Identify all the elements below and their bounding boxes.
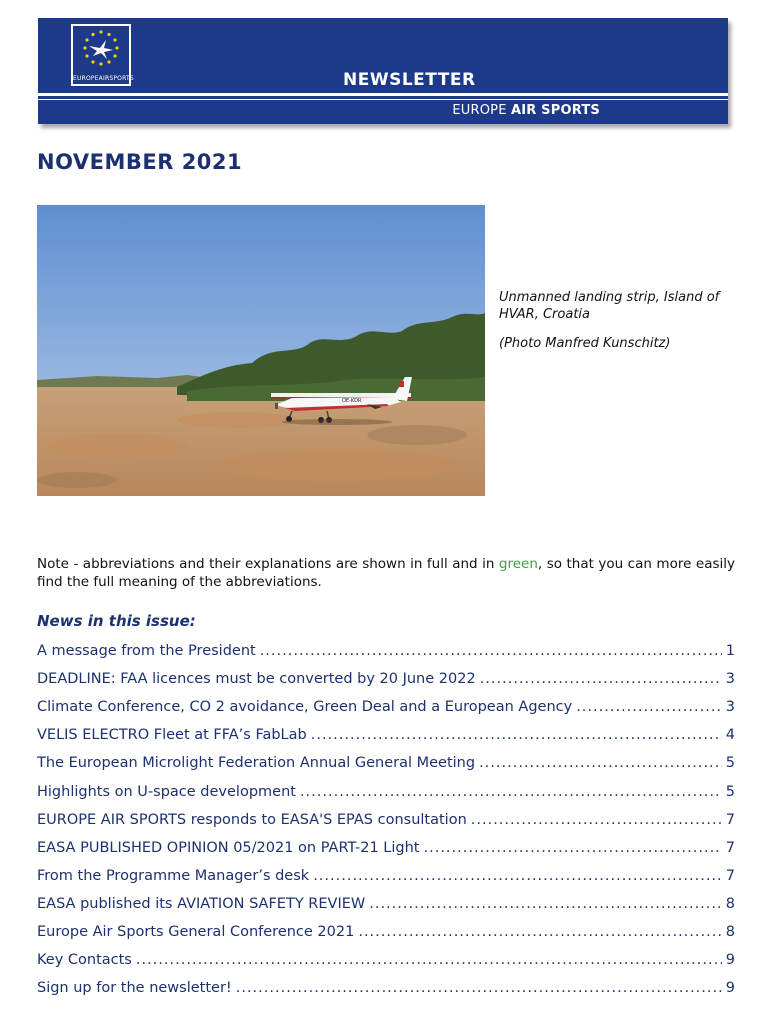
toc-item-title[interactable]: Europe Air Sports General Conference 2021 bbox=[37, 923, 355, 940]
toc-item-page: 3 bbox=[725, 671, 735, 688]
toc-item[interactable] bbox=[37, 637, 735, 665]
toc-leader bbox=[236, 980, 722, 996]
logo-text: EUROPEAIRSPORTS bbox=[73, 75, 134, 82]
toc-item-title[interactable]: Key Contacts bbox=[37, 952, 132, 969]
toc-item-page: 5 bbox=[725, 755, 735, 772]
note-green-word: green bbox=[498, 556, 538, 572]
toc-leader bbox=[136, 952, 722, 968]
toc-item-title[interactable]: From the Programme Manager’s desk bbox=[37, 867, 310, 884]
toc-item[interactable] bbox=[37, 749, 735, 777]
toc-item-page: 7 bbox=[725, 839, 735, 856]
toc-item-page: 7 bbox=[725, 811, 735, 828]
abbreviation-note bbox=[37, 555, 735, 591]
toc-item-title[interactable]: Climate Conference, CO 2 avoidance, Green Deal and a European Agency bbox=[37, 699, 573, 716]
toc-item-title[interactable]: Highlights on U-space development bbox=[37, 783, 296, 800]
toc-leader bbox=[369, 896, 722, 912]
toc-item-title[interactable]: EUROPE AIR SPORTS responds to EASA'S EPAS consultation bbox=[37, 811, 467, 828]
toc-item-page: 3 bbox=[725, 699, 735, 716]
toc-item-title[interactable]: DEADLINE: FAA licences must be converted by 20 June 2022 bbox=[37, 671, 476, 688]
toc-leader bbox=[300, 784, 722, 800]
subtitle-light: EUROPE bbox=[452, 103, 511, 118]
toc-item[interactable] bbox=[37, 918, 735, 946]
banner-divider-thin bbox=[38, 99, 728, 100]
toc-leader bbox=[424, 840, 722, 856]
toc-item-page: 8 bbox=[725, 895, 735, 912]
toc-leader bbox=[311, 727, 722, 743]
toc-item[interactable] bbox=[37, 946, 735, 974]
note-text-before: Note - abbreviations and their explanations are shown in full and in bbox=[37, 556, 499, 572]
toc-leader bbox=[480, 671, 722, 687]
toc-item-page: 9 bbox=[725, 952, 735, 969]
toc-leader bbox=[471, 812, 722, 828]
europe-air-sports-logo bbox=[71, 24, 134, 86]
toc-item-page: 1 bbox=[725, 643, 735, 660]
toc-item-page: 8 bbox=[725, 923, 735, 940]
toc-item[interactable] bbox=[37, 862, 735, 890]
toc-item-page: 9 bbox=[725, 980, 735, 997]
banner-divider-thick bbox=[38, 93, 728, 96]
toc-item-title[interactable]: VELIS ELECTRO Fleet at FFA’s FabLab bbox=[37, 727, 307, 744]
banner-subtitle bbox=[452, 103, 600, 118]
aircraft-registration: OE-KDR bbox=[342, 398, 362, 404]
table-of-contents bbox=[37, 637, 735, 1002]
issue-title: NOVEMBER 2021 bbox=[37, 150, 243, 174]
toc-item-title[interactable]: EASA published its AVIATION SAFETY REVIEW bbox=[37, 895, 366, 912]
cover-photo bbox=[37, 205, 485, 496]
toc-leader bbox=[260, 643, 722, 659]
caption-credit: (Photo Manfred Kunschitz) bbox=[499, 336, 671, 351]
toc-item[interactable] bbox=[37, 974, 735, 1002]
toc-item-title[interactable]: Sign up for the newsletter! bbox=[37, 980, 232, 997]
eagle-stars-icon bbox=[73, 26, 129, 76]
toc-item-page: 4 bbox=[725, 727, 735, 744]
toc-item[interactable] bbox=[37, 890, 735, 918]
toc-item-title[interactable]: EASA PUBLISHED OPINION 05/2021 on PART-21 Light bbox=[37, 839, 420, 856]
newsletter-title: NEWSLETTER bbox=[343, 70, 476, 90]
caption-text: Unmanned landing strip, Island of HVAR, Croatia bbox=[499, 290, 720, 322]
toc-item[interactable] bbox=[37, 693, 735, 721]
toc-item[interactable] bbox=[37, 806, 735, 834]
toc-leader bbox=[576, 699, 722, 715]
toc-item-page: 7 bbox=[725, 867, 735, 884]
toc-leader bbox=[358, 924, 721, 940]
news-heading: News in this issue: bbox=[37, 612, 196, 630]
toc-item[interactable] bbox=[37, 665, 735, 693]
toc-item-title[interactable]: The European Microlight Federation Annual General Meeting bbox=[37, 755, 476, 772]
toc-item-page: 5 bbox=[725, 783, 735, 800]
note-text-after: , so that you can more easily find the full meaning of the abbreviations. bbox=[37, 556, 735, 590]
toc-item[interactable] bbox=[37, 834, 735, 862]
toc-leader bbox=[479, 755, 722, 771]
newsletter-banner bbox=[38, 18, 728, 124]
toc-item[interactable] bbox=[37, 777, 735, 805]
toc-item-title[interactable]: A message from the President bbox=[37, 643, 256, 660]
toc-item[interactable] bbox=[37, 721, 735, 749]
toc-leader bbox=[313, 868, 722, 884]
subtitle-bold: AIR SPORTS bbox=[510, 103, 600, 118]
photo-caption bbox=[499, 289, 749, 364]
